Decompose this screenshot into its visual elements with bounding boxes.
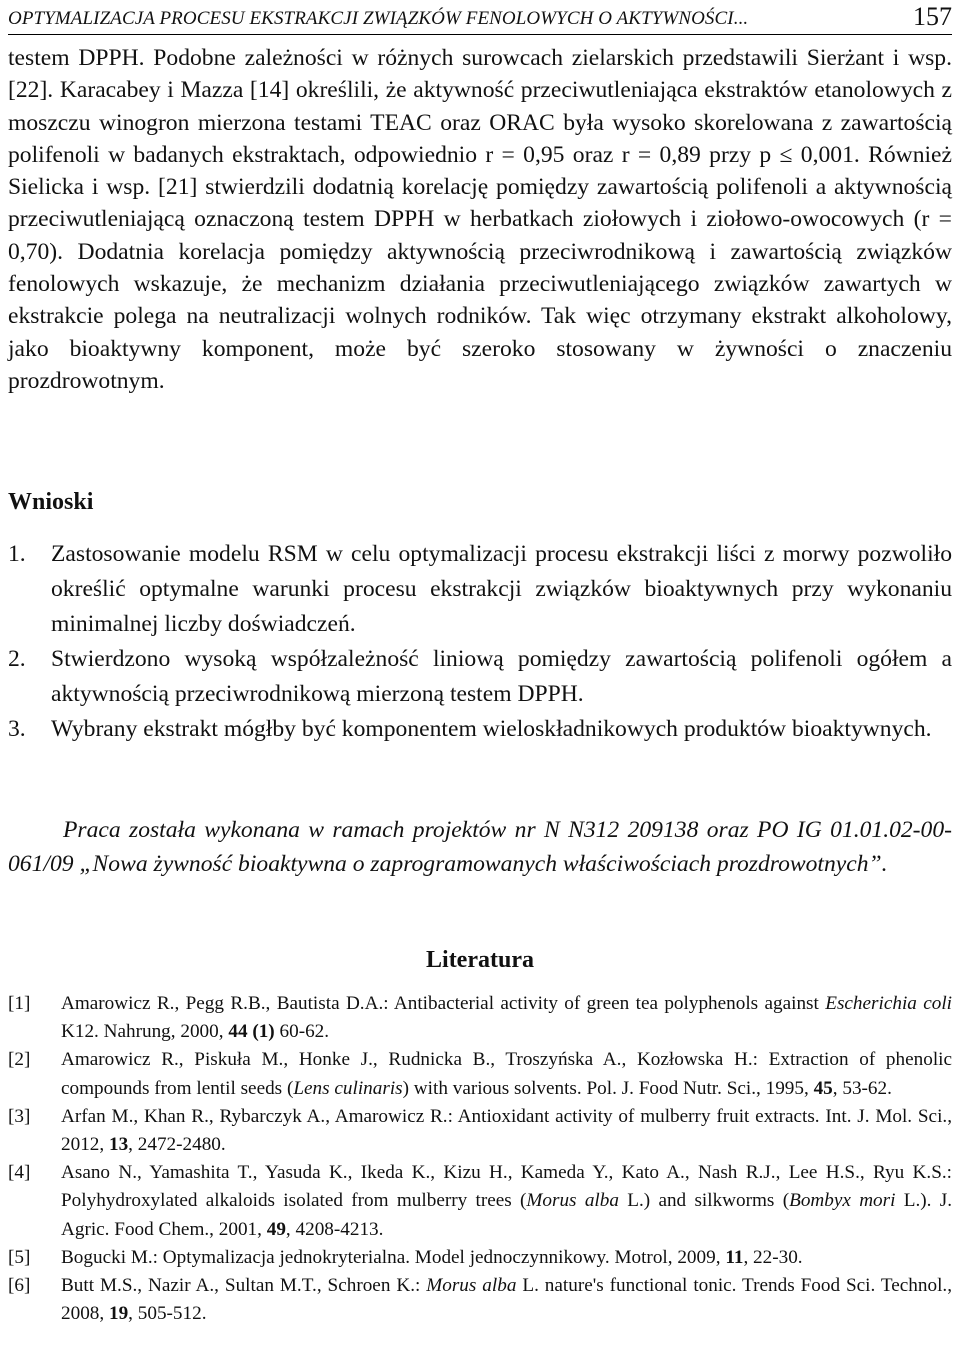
reference-run: Asano N., Yamashita T., Yasuda K., Ikeda K., Kizu H., Kameda Y., Kato A., Nash R.J., Lee H.S., Ryu K.S.: Polyhydroxylated alkaloids isolated from mulberry trees ( [61, 1162, 952, 1212]
reference-bold-run: (1) [252, 1021, 275, 1043]
reference-bold-run: 13 [108, 1134, 129, 1156]
conclusions-list [8, 537, 952, 747]
reference-text [61, 1162, 952, 1239]
reference-italic-run: Escherichia coli [825, 993, 952, 1014]
reference-run: , 505-512. [128, 1303, 207, 1325]
running-title: OPTYMALIZACJA PROCESU EKSTRAKCJI ZWIĄZKÓW FENOLOWYCH O AKTYWNOŚCI... [8, 8, 749, 29]
reference-list [8, 990, 952, 1328]
conclusion-item [8, 537, 952, 642]
reference-italic-run: Morus alba [426, 1275, 517, 1297]
conclusion-text: Zastosowanie modelu RSM w celu optymalizacji procesu ekstrakcji liści z morwy pozwoliło określić optymalne warunki procesu ekstrakcji związków bioaktywnych przy wykonaniu minimalnej liczby doświadczeń. [51, 541, 952, 637]
running-header [8, 2, 952, 35]
reference-bold-run: 19 [108, 1303, 129, 1325]
reference-item [8, 1272, 952, 1328]
reference-run: L.). J. Agric. Food Chem., 2001, [61, 1190, 953, 1240]
acknowledgement-note: Praca została wykonana w ramach projektów nr N N312 209138 oraz PO IG 01.01.02-00-061/09 „Nowa żywność bioaktywna o zaprogramowanych właściwościach prozdrowotnych”. [8, 817, 952, 877]
literature-heading: Literatura [426, 947, 534, 973]
body-paragraph: testem DPPH. Podobne zależności w różnych surowcach zielarskich przedstawili Sierżant i wsp. [22]. Karacabey i Mazza [14] określili, że aktywność przeciwutleniająca ekstraktów etanolowych z moszczu winogron mierzona testami TEAC oraz ORAC była wysoko skorelowana z zawartością polifenoli w badanych ekstraktach, odpowiednio r = 0,95 oraz r = 0,89 przy p ≤ 0,001. Również Sielicka i wsp. [21] stwierdzili dodatnią korelację pomiędzy zawartością polifenoli a aktywnością przeciwutleniającą oznaczoną testem DPPH w herbatkach ziołowych i ziołowo-owocowych (r = 0,70). Dodatnia korelacja pomiędzy aktywnością przeciwrodnikową i zawartością związków fenolowych wskazuje, że mechanizm działania przeciwutleniającego związków zawartych w ekstrakcie polega na neutralizacji wolnych rodników. Tak więc otrzymany ekstrakt alkoholowy, jako bioaktywny komponent, może być szeroko stosowany w żywności o znaczeniu prozdrowotnym. [8, 45, 952, 394]
reference-run: K12. Nahrung, 2000, [61, 1021, 229, 1043]
reference-run: Amarowicz R., Piskuła M., Honke J., Rudnicka B., Troszyńska A., Kozłowska H.: Extraction of phenolic compounds from lentil seeds ( [61, 1049, 952, 1099]
reference-bold-run: 44 [228, 1021, 248, 1043]
reference-item [8, 1244, 952, 1272]
reference-number: [3] [8, 1105, 31, 1127]
reference-run: Arfan M., Khan R., Rybarczyk A., Amarowicz R.: Antioxidant activity of mulberry fruit extracts. Int. J. Mol. Sci., 2012, [61, 1105, 952, 1156]
reference-run: L.) and silkworms ( [618, 1190, 790, 1212]
conclusion-text: Wybrany ekstrakt mógłby być komponentem wieloskładnikowych produktów bioaktywnych. [51, 716, 932, 742]
reference-text [61, 1049, 952, 1098]
reference-text [61, 993, 952, 1042]
conclusion-item [8, 712, 952, 747]
reference-italic-run: Lens culinaris [293, 1077, 403, 1099]
reference-number: [5] [8, 1246, 31, 1268]
reference-run: L. nature's functional tonic. Trends Food Sci. Technol., 2008, [61, 1275, 952, 1325]
reference-italic-run: Morus alba [526, 1190, 619, 1212]
reference-run: Bogucki M.: Optymalizacja jednokryterialna. Model jednoczynnikowy. Motrol, 2009, [61, 1246, 726, 1268]
reference-run: Butt M.S., Nazir A., Sultan M.T., Schroen K.: [61, 1275, 427, 1297]
reference-bold-run: 11 [725, 1246, 744, 1268]
reference-run: , 2472-2480. [128, 1134, 226, 1156]
reference-number: [4] [8, 1162, 31, 1184]
reference-run: , 22-30. [743, 1246, 803, 1268]
reference-text [61, 1247, 803, 1268]
reference-bold-run: 49 [266, 1218, 286, 1240]
conclusion-text: Stwierdzono wysoką współzależność liniową pomiędzy zawartością polifenoli ogółem a aktywnością przeciwrodnikową mierzoną testem DPPH. [51, 646, 952, 707]
reference-run: , 53-62. [832, 1077, 892, 1099]
reference-item [8, 990, 952, 1046]
reference-text [61, 1106, 952, 1155]
conclusion-item [8, 642, 952, 712]
conclusion-number: 2. [8, 646, 26, 672]
page-number: 157 [913, 2, 952, 31]
conclusion-number: 3. [8, 716, 26, 742]
reference-item [8, 1103, 952, 1159]
reference-run: 60-62. [274, 1021, 330, 1043]
reference-bold-run: 45 [813, 1077, 833, 1099]
reference-number: [2] [8, 1049, 31, 1071]
reference-italic-run: Bombyx mori [789, 1190, 896, 1212]
conclusions-heading: Wnioski [8, 489, 94, 515]
reference-run: ) with various solvents. Pol. J. Food Nutr. Sci., 1995, [402, 1077, 814, 1099]
reference-number: [6] [8, 1275, 31, 1297]
reference-run: Amarowicz R., Pegg R.B., Bautista D.A.: Antibacterial activity of green tea polyphenols against [61, 993, 826, 1014]
reference-run: , 4208-4213. [285, 1218, 384, 1240]
conclusion-number: 1. [8, 541, 26, 567]
reference-text [61, 1275, 952, 1324]
reference-number: [1] [8, 993, 31, 1014]
reference-item [8, 1159, 952, 1244]
reference-item [8, 1046, 952, 1102]
